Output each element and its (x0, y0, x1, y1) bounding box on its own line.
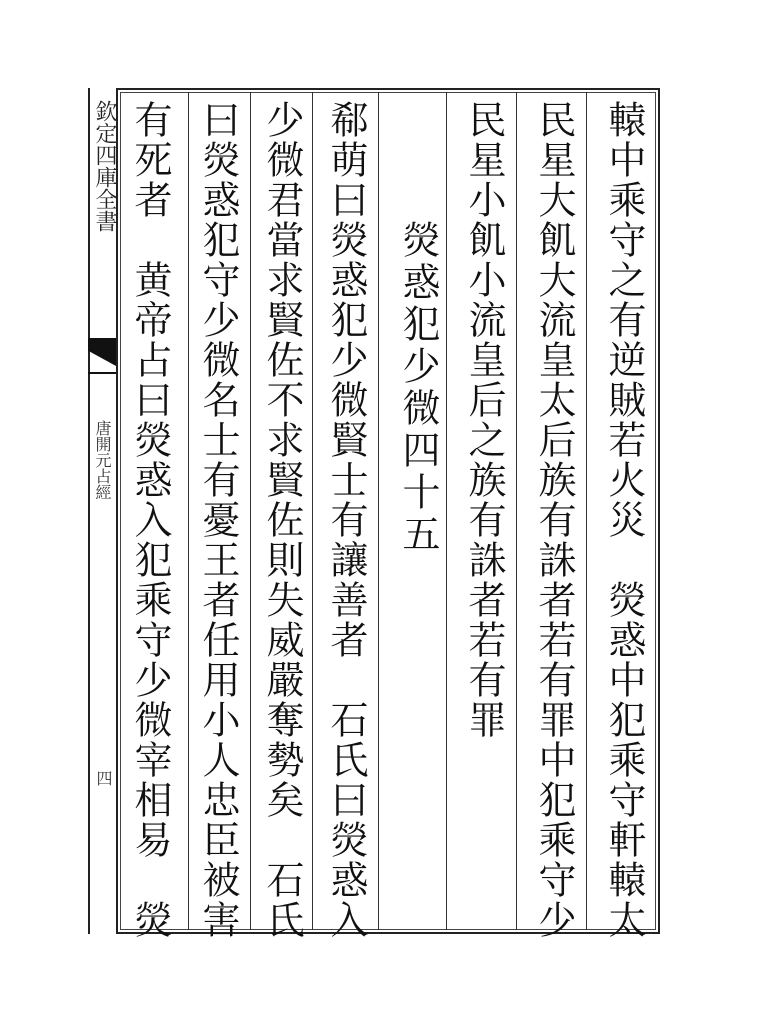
margin-book-title: 唐開元占經 (93, 420, 112, 500)
text-column-2: 民星大飢大流皇太后族有誅者若有罪中犯乘守少 (532, 100, 576, 940)
margin-page-number: 四 (94, 770, 113, 786)
fishtail-line (88, 372, 116, 374)
column-rule (312, 92, 313, 930)
column-rule (516, 92, 517, 930)
column-rule (586, 92, 587, 930)
column-rule (188, 92, 189, 930)
column-rule (378, 92, 379, 930)
text-column-5: 郗萌曰熒惑犯少微賢士有讓善者 石氏曰熒惑入 (324, 100, 368, 940)
column-rule (250, 92, 251, 930)
column-rule (446, 92, 447, 930)
fishtail-mark-icon (88, 338, 116, 366)
text-column-8: 有死者 黄帝占曰熒惑入犯乘守少微宰相易 熒 (128, 100, 172, 940)
text-column-6: 少微君當求賢佐不求賢佐則失威嚴奪勢矣 石氏 (260, 100, 304, 940)
text-column-3: 民星小飢小流皇后之族有誅者若有罪 (462, 100, 506, 740)
text-column-7: 曰熒惑犯守少微名士有憂王者任用小人忠臣被害 (196, 100, 240, 940)
margin-collection-title: 欽定四庫全書 (92, 100, 117, 232)
section-heading: 熒惑犯少微四十五 (396, 220, 440, 556)
text-column-1: 轅中乘守之有逆賊若火災 熒惑中犯乘守軒轅太 (602, 100, 646, 940)
